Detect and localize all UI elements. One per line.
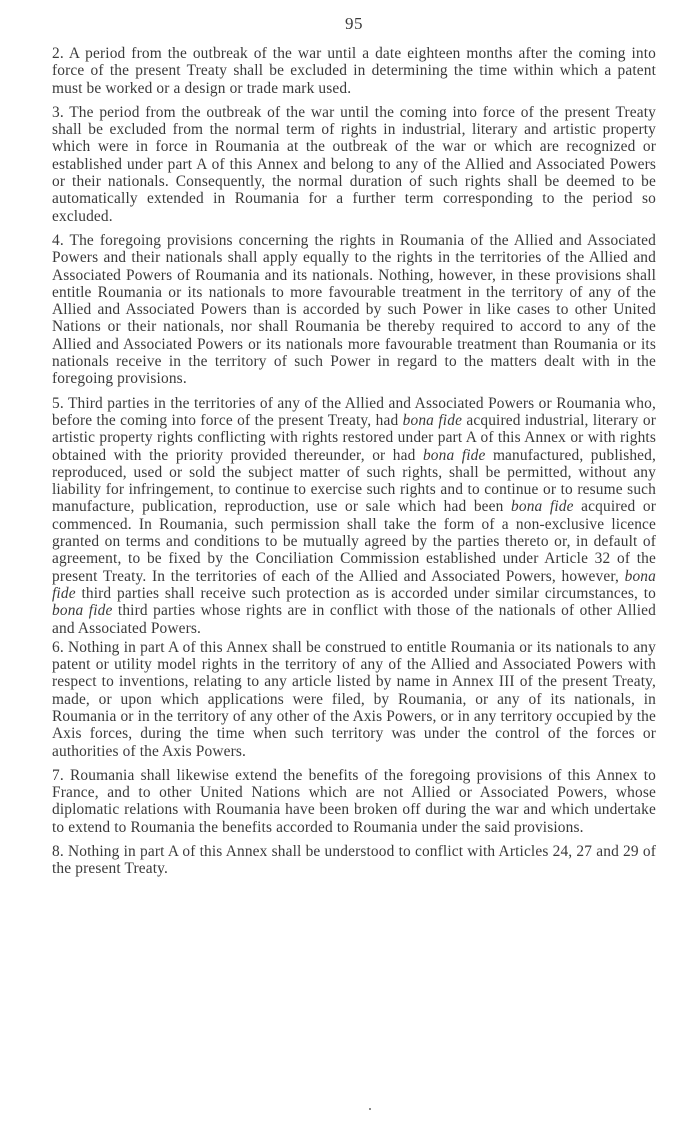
paragraph-5 <box>52 395 656 637</box>
paragraph-2: 2. A period from the outbreak of the war until a date eighteen months after the coming into force of the present Treaty shall be excluded in determining the time within which a patent must be worked or a design or trade mark used. <box>52 45 656 97</box>
document-page <box>52 14 656 885</box>
paragraph-5-text: manufactured, published, reproduced, used or sold the subject matter of such rights, shall be permitted, without any liability for infringement, to continue to exercise such rights and to continue or to resume such manufacture, publication, reproduction, use or sale which had been <box>52 446 657 516</box>
italic-term: bona fide <box>422 446 486 464</box>
paragraph-5-text: 5. Third parties in the territories of any of the Allied and Associated Powers or Roumania who, before the coming into force of the present Treaty, had <box>52 394 656 429</box>
paragraph-8: 8. Nothing in part A of this Annex shall be understood to conflict with Articles 24, 27 and 29 of the present Treaty. <box>52 843 656 878</box>
paragraph-5-text: third parties shall receive such protection as is accorded under similar circumstances, to <box>75 584 656 602</box>
paragraph-6: 6. Nothing in part A of this Annex shall be construed to entitle Roumania or its nationals to any patent or utility model rights in the territory of any of the Allied and Associated Powers with respect to inventions, relating to any article listed by name in Annex III of the present Treaty, made, or upon which applications were filed, by Roumania, or any of its nationals, in Roumania or in the territory of any other of the Axis Powers, or in any territory occupied by the Axis forces, during the time when such territory was under the control of the forces or authorities of the Axis Powers. <box>52 638 656 760</box>
paragraph-5-text: acquired or commenced. In Roumania, such permission shall take the form of a non-exclusive licence granted on terms and conditions to be mutually agreed by the parties thereto or, in default of agreement, to be fixed by the Conciliation Commission established under Article 32 of the present Treaty. In the territories of each of the Allied and Associated Powers, however, <box>52 498 656 585</box>
stray-dot-mark <box>369 1108 371 1110</box>
italic-term: bona fide <box>52 602 113 620</box>
page-number: 95 <box>345 14 363 33</box>
italic-term: bona fide <box>511 498 574 516</box>
italic-term: bona fide <box>52 567 656 602</box>
italic-term: bona fide <box>402 411 463 429</box>
paragraph-7: 7. Roumania shall likewise extend the benefits of the foregoing provisions of this Annex to France, and to other United Nations which are not Allied or Associated Powers, whose diplomatic relations with Roumania have been broken off during the war and which undertake to extend to Roumania the benefits accorded to Roumania under the said provisions. <box>52 766 656 836</box>
paragraph-4: 4. The foregoing provisions concerning the rights in Roumania of the Allied and Associated Powers and their nationals shall apply equally to the rights in the territories of the Allied and Associated Powers of Roumania and its nationals. Nothing, however, in these provisions shall entitle Roumania or its nationals to more favourable treatment in the territory of any of the Allied and Associated Powers than is accorded by such Power in like cases to other United Nations or their nationals, nor shall Roumania be thereby required to accord to any of the Allied and Associated Powers or its nationals more favourable treatment than Roumania or its nationals receive in the territory of such Power in regard to the matters dealt with in the foregoing provisions. <box>52 231 656 388</box>
paragraph-5-text: acquired industrial, literary or artistic property rights conflicting with rights restored under part A of this Annex or with rights obtained with the priority provided thereunder, or had <box>52 411 656 464</box>
paragraph-5-text: third parties whose rights are in conflict with those of the nationals of other Allied and Associated Powers. <box>52 602 656 637</box>
paragraph-3: 3. The period from the outbreak of the war until the coming into force of the present Treaty shall be excluded from the normal term of rights in industrial, literary and artistic property which were in force in Roumania at the outbreak of the war or which are recognized or established under part A of this Annex and belong to any of the Allied and Associated Powers or their nationals. Consequently, the normal duration of such rights shall be deemed to be automatically extended in Roumania for a further term corresponding to the period so excluded. <box>52 103 656 225</box>
